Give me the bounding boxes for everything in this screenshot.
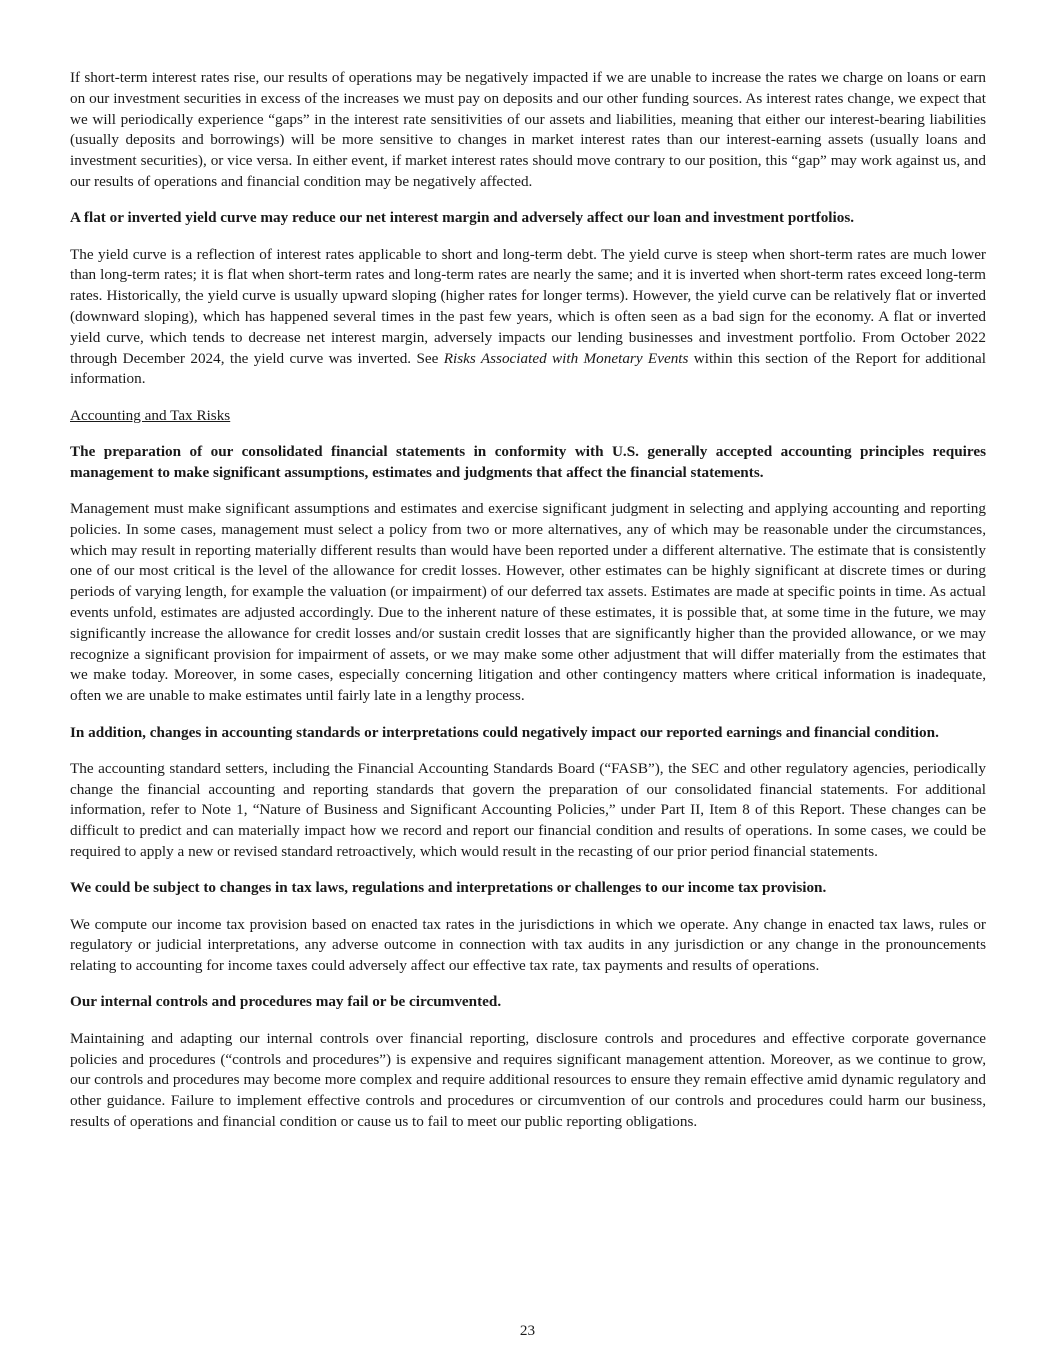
document-page <box>70 68 986 1148</box>
heading-financial-statements: The preparation of our consolidated financial statements in conformity with U.S. generally accepted accounting principles requires management to make significant assumptions, estimates and judgments that affect the financial statements. <box>70 442 986 481</box>
heading-internal-controls: Our internal controls and procedures may fail or be circumvented. <box>70 993 502 1011</box>
paragraph-interest-rate-gaps: If short-term interest rates rise, our results of operations may be negatively impacted if we are unable to increase the rates we charge on loans or earn on our investment securities in excess of the increases we must pay on deposits and our other funding sources. As interest rates change, we expect that we will periodically experience “gaps” in the interest rate sensitivities of our assets and liabilities, meaning that either our interest-bearing liabilities (usually deposits and borrowings) will be more sensitive to changes in market interest rates than our interest-earning assets (usually loans and investment securities), or vice versa. In either event, if market interest rates should move contrary to our position, this “gap” may work against us, and our results of operations and financial condition may be negatively affected. <box>70 69 986 190</box>
reference-monetary-events: Risks Associated with Monetary Events <box>443 349 689 367</box>
paragraph-internal-controls: Maintaining and adapting our internal controls over financial reporting, disclosure controls and procedures and effective corporate governance policies and procedures (“controls and procedures”) is expensive and requires significant management attention. Moreover, as we continue to grow, our controls and procedures may become more complex and require additional resources to ensure they remain effective amid dynamic regulatory and other guidance. Failure to implement effective controls and procedures or circumvention of our controls and procedures could harm our business, results of operations and financial condition or cause us to fail to meet our public reporting obligations. <box>70 1029 986 1130</box>
heading-accounting-standards: In addition, changes in accounting standards or interpretations could negatively impact our reported earnings and financial condition. <box>70 723 939 741</box>
heading-tax-laws: We could be subject to changes in tax laws, regulations and interpretations or challenges to our income tax provision. <box>70 879 827 897</box>
paragraph-management-estimates: Management must make significant assumptions and estimates and exercise significant judgment in selecting and applying accounting and reporting policies. In some cases, management must select a policy from two or more alternatives, any of which may be reasonable under the circumstances, which may result in reporting materially different results than would have been reported under a different alternative. The estimate that is consistently one of our most critical is the level of the allowance for credit losses. However, other estimates can be highly significant at discrete times or during periods of varying length, for example the valuation (or impairment) of our deferred tax assets. Estimates are made at specific points in time. As actual events unfold, estimates are adjusted accordingly. Due to the inherent nature of these estimates, it is possible that, at some time in the future, we may significantly increase the allowance for credit losses and/or sustain credit losses that are significantly higher than the provided allowance, or we may recognize a significant provision for impairment of assets, or we may make some other adjustment that will differ materially from the estimates that we make today. Moreover, in some cases, especially concerning litigation and other contingency matters where critical information is inadequate, often we are unable to make estimates until fairly late in a lengthy process. <box>70 500 986 705</box>
paragraph-yield-curve-tail: within this section of the Report for additional information. <box>70 349 986 388</box>
paragraph-yield-curve-text: The yield curve is a reflection of interest rates applicable to short and long-term debt. The yield curve is steep when short-term rates are much lower than long-term rates; it is flat when short-term rates and long-term rates are nearly the same; and it is inverted when short-term rates exceed long-term rates. Historically, the yield curve is usually upward sloping (higher rates for longer terms). However, the yield curve can be relatively flat or inverted (downward sloping), which has happened several times in the past few years, which is often seen as a bad sign for the economy. A flat or inverted yield curve, which tends to decrease net interest margin, adversely impacts our lending businesses and investment portfolio. From October 2022 through December 2024, the yield curve was inverted. See <box>70 245 986 367</box>
paragraph-accounting-standards: The accounting standard setters, including the Financial Accounting Standards Board (“FASB”), the SEC and other regulatory agencies, periodically change the financial accounting and reporting standards that govern the preparation of our consolidated financial statements. For additional information, refer to Note 1, “Nature of Business and Significant Accounting Policies,” under Part II, Item 8 of this Report. These changes can be difficult to predict and can materially impact how we record and report our financial condition and results of operations. In some cases, we could be required to apply a new or revised standard retroactively, which would result in the recasting of our prior period financial statements. <box>70 759 986 860</box>
page-number: 23 <box>519 1322 536 1339</box>
heading-yield-curve: A flat or inverted yield curve may reduce our net interest margin and adversely affect our loan and investment portfolios. <box>70 209 855 227</box>
section-title-accounting-tax-risks: Accounting and Tax Risks <box>70 406 231 424</box>
paragraph-yield-curve <box>70 245 986 391</box>
paragraph-tax-laws: We compute our income tax provision based on enacted tax rates in the jurisdictions in which we operate. Any change in enacted tax laws, rules or regulatory or judicial interpretations, any adverse outcome in connection with tax audits in any jurisdiction or any change in the pronouncements relating to accounting for income taxes could adversely affect our effective tax rate, tax payments and results of operations. <box>70 915 986 975</box>
